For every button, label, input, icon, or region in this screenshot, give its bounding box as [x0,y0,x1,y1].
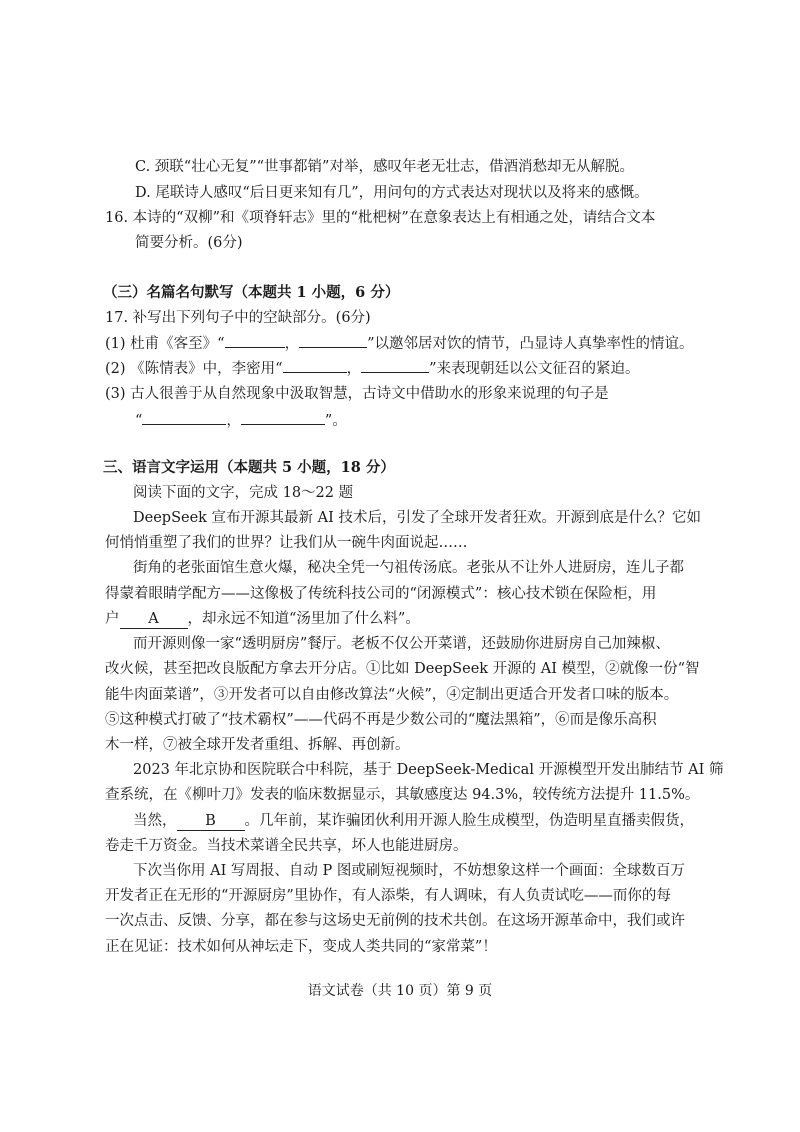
passage-line: 何悄悄重塑了我们的世界？让我们从一碗牛肉面说起…… [105,535,468,551]
blank-b[interactable]: B [177,812,245,831]
answer-blank[interactable] [361,358,429,373]
passage-line: 得蒙着眼睛学配方——这像极了传统科技公司的“闭源模式”：核心技术锁在保险柜，用 [105,586,657,602]
question-17-title: 17. 补写出下列句子中的空缺部分。(6分) [105,310,371,326]
passage-line: 街角的老张面馆生意火爆，秘决全凭一勺祖传汤底。老张从不让外人进厨房，连儿子都 [133,560,684,576]
question-17-3-line1: (3) 古人很善于从自然现象中汲取智慧，古诗文中借助水的形象来说理的句子是 [105,386,609,402]
page-footer: 语文试卷（共 10 页）第 9 页 [307,983,493,999]
passage-line: 卷走千万资金。当技术菜谱全民共享，坏人也能进厨房。 [105,838,468,854]
passage-line: DeepSeek 宣布开源其最新 AI 技术后，引发了全球开发者狂欢。开源到底是什么？它如 [133,510,701,526]
passage-line: 2023 年北京协和医院联合中科院，基于 DeepSeek-Medical 开源模型开发出肺结节 AI 筛 [133,762,724,778]
question-17-3-line2: “ ， ”。 [135,410,347,431]
passage-line: 木一样，⑦被全球开发者重组、拆解、再创新。 [105,737,410,753]
passage-line: ⑤这种模式打破了“技术霸权”——代码不再是少数公司的“魔法黑箱”，⑥而是像乐高积 [105,712,657,728]
option-c: C. 颈联“壮心无复”“世事都销”对举，感叹年老无壮志，借酒消愁却无从解脱。 [135,159,634,175]
answer-blank[interactable] [225,333,285,348]
passage-line: 当然， B 。几年前，某诈骗团伙利用开源人脸生成模型，伪造明星直播卖假货， [133,813,694,829]
passage-line: 改火候，甚至把改良版配方拿去开分店。①比如 DeepSeek 开源的 AI 模型，②就像一份“智 [105,661,700,677]
passage-line: 而开源则像一家“透明厨房”餐厅。老板不仅公开菜谱，还鼓励你进厨房自己加辣椒、 [133,636,670,652]
part-heading-language-use: 三、语言文字运用（本题共 5 小题，18 分） [103,459,395,476]
question-16-line1: 16. 本诗的“双柳”和《项脊轩志》里的“枇杷树”在意象表达上有相通之处，请结合文本 [105,210,656,226]
answer-blank[interactable] [283,358,347,373]
passage-line: 正在见证：技术如何从神坛走下，变成人类共同的“家常菜”！ [105,939,497,955]
answer-blank[interactable] [241,410,325,425]
answer-blank[interactable] [299,333,367,348]
answer-blank[interactable] [142,410,226,425]
section-heading-quotes: （三）名篇名句默写（本题共 1 小题，6 分） [103,284,400,301]
question-17-1: (1) 杜甫《客至》“ ， ”以邀邻居对饮的情节，凸显诗人真挚率性的情谊。 [105,333,693,354]
passage-line: 查系统，在《柳叶刀》发表的临床数据显示，其敏感度达 94.3%，较传统方法提升 11.5%。 [105,787,700,803]
passage-line: 下次当你用 AI 写周报、自动 P 图或刷短视频时，不妨想象这样一个画面：全球数百万 [133,863,685,879]
question-17-2: (2) 《陈情表》中，李密用“ ， ”来表现朝廷以公文征召的紧迫。 [105,358,639,379]
passage-line: 户 A ，却永远不知道“汤里加了什么料”。 [105,611,420,627]
passage-line: 能牛肉面菜谱”，③开发者可以自由修改算法“火候”，④定制出更适合开发者口味的版本。 [105,687,679,703]
passage-line: 一次点击、反馈、分享，都在参与这场史无前例的技术共创。在这场开源革命中，我们或许 [105,913,685,929]
blank-a[interactable]: A [120,610,188,629]
option-d: D. 尾联诗人感叹“后日更来知有几”，用问句的方式表达对现状以及将来的感慨。 [135,185,649,201]
passage-line: 开发者正在无形的“开源厨房”里协作，有人添柴，有人调味，有人负责试吃——而你的每 [105,888,671,904]
reading-instruction: 阅读下面的文字，完成 18～22 题 [133,485,354,501]
question-16-line2: 简要分析。(6分) [135,235,243,251]
